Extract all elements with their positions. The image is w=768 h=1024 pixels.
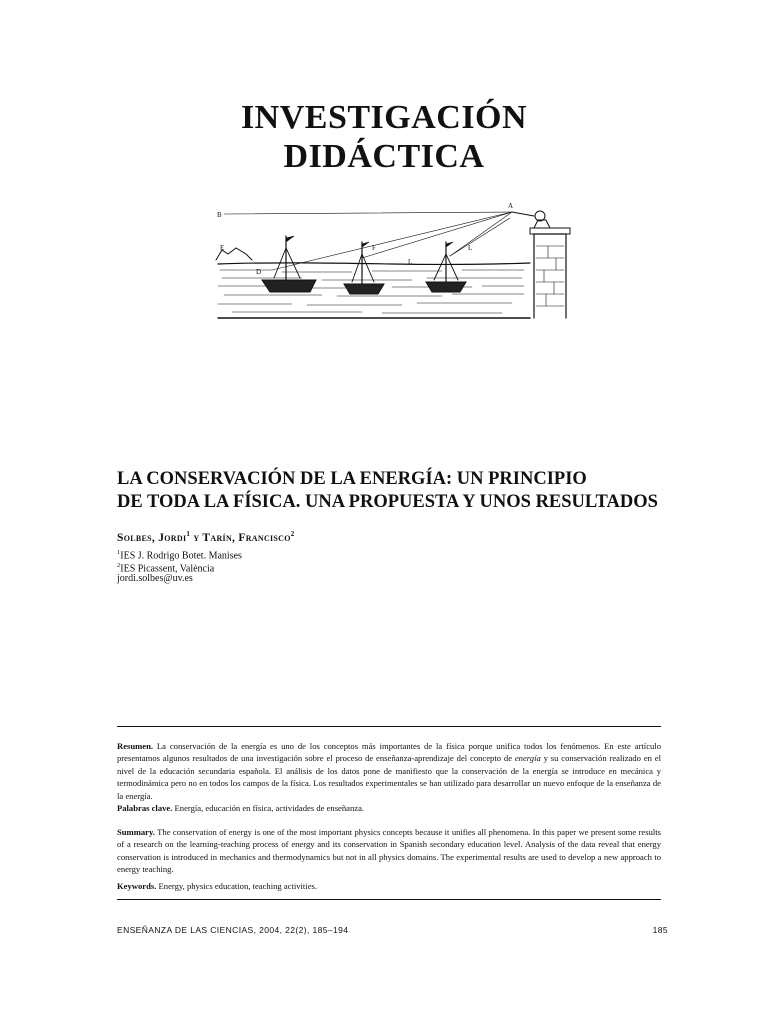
page-number: 185 — [652, 925, 668, 935]
palabras-clave-paragraph: Palabras clave. Energía, educación en física, actividades de enseñanza. — [117, 803, 365, 813]
keywords-paragraph: Keywords. Energy, physics education, teaching activities. — [117, 881, 317, 891]
abstract-bottom-rule — [117, 899, 661, 900]
resumen-label: Resumen. — [117, 741, 154, 751]
summary-label: Summary. — [117, 827, 155, 837]
summary-paragraph: Summary. The conservation of energy is one of the most important physics concepts because it unifies all phenomena. In this paper we present some results of a research on the learning-teaching process of energy and its conservation in Spanish secondary education level. Analysis of the data reveal that energy conservation is introduced in mechanics and thermodynamics but not in all physics domains. The experimental results are used to develop a new approach to energy teaching. — [117, 827, 661, 875]
article-title-line1: LA CONSERVACIÓN DE LA ENERGÍA: UN PRINCIPIO — [117, 469, 587, 489]
article-title-line2: DE TODA LA FÍSICA. UNA PROPUESTA Y UNOS RESULTADOS — [117, 492, 658, 512]
author-email: jordi.solbes@uv.es — [117, 573, 193, 584]
figure-label-a: A — [508, 202, 514, 210]
figure-label-b: B — [217, 211, 222, 219]
palabras-clave-label: Palabras clave. — [117, 803, 173, 813]
figure-label-l1: L — [408, 258, 413, 266]
section-heading — [0, 98, 768, 176]
section-heading-line2: DIDÁCTICA — [283, 138, 485, 175]
affiliation-1: $^1$IES J. Rodrigo Botet. Manises — [117, 549, 242, 562]
section-heading-line1: INVESTIGACIÓN — [240, 99, 528, 136]
figure-label-l2: L — [468, 244, 473, 252]
abstract-top-rule — [117, 726, 661, 727]
figure-label-e: E — [220, 244, 225, 252]
author-sup-2: 2 — [290, 530, 295, 538]
author-connector: y — [190, 531, 203, 544]
resumen-emphasis: energía — [514, 753, 541, 764]
engraving-illustration — [212, 198, 574, 324]
affiliation-2: $^2$IES Picassent, València — [117, 562, 215, 575]
journal-citation: ENSEÑANZA DE LAS CIENCIAS, 2004, 22(2), 185–194 — [117, 925, 349, 935]
keywords-label: Keywords. — [117, 881, 157, 891]
author-sup-1: 1 — [186, 530, 191, 538]
resumen-paragraph: Resumen. La conservación de la energía es uno de los conceptos más importantes de la física porque unifica todos los fenómenos. En este artículo presentamos algunos resultados de una investigación sobre el proceso de enseñanza-aprendizaje del concepto de energía y su conservación realizado en el nivel de la educación secundaria española. El análisis de los datos pone de manifiesto que la conservación de la energía se introduce en mecánica y termodinámica pero no en todos los campos de la física. Los resultados experimentales se han utilizado para desarrollar un nuevo enfoque de la enseñanza de la energía. — [117, 741, 661, 801]
article-title — [117, 468, 677, 514]
author-name-2: Tarín, Francisco — [202, 531, 291, 544]
figure-label-d: D — [256, 268, 262, 276]
author-name-1: Solbes, Jordi — [117, 531, 187, 544]
author-line — [117, 530, 295, 544]
figure-label-f: F — [372, 244, 376, 252]
